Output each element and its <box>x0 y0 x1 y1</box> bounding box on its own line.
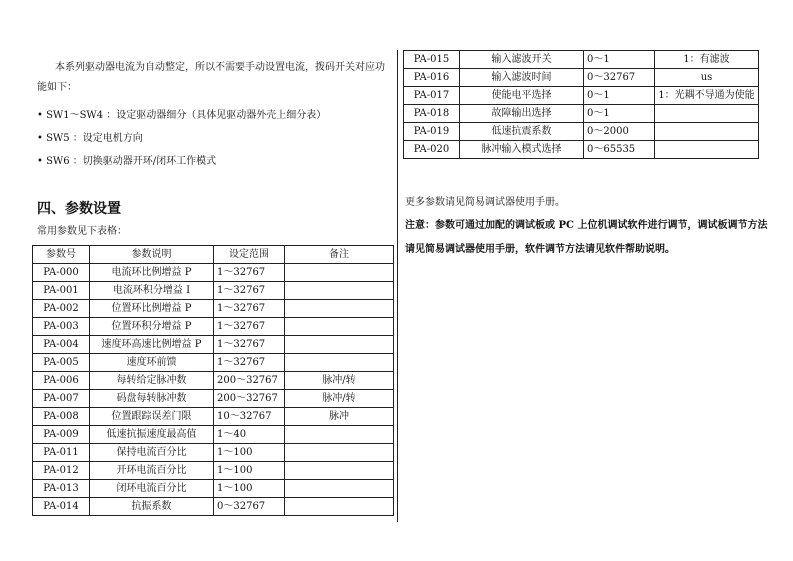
range-cell: 0～1 <box>584 105 655 123</box>
description-cell: 开环电流百分比 <box>90 462 214 480</box>
remark-cell <box>285 444 394 462</box>
column-divider <box>397 50 398 522</box>
description-cell: 速度环高速比例增益 P <box>90 336 214 354</box>
parameter-table-continued <box>403 50 759 159</box>
remark-cell: 1：有滤波 <box>655 51 759 69</box>
remark-cell <box>655 141 759 159</box>
param-no-cell: PA-007 <box>33 390 90 408</box>
param-no-cell: PA-001 <box>33 282 90 300</box>
range-cell: 1～32767 <box>214 282 285 300</box>
table-row <box>33 390 394 408</box>
table-row <box>33 462 394 480</box>
table-row <box>33 336 394 354</box>
description-cell: 保持电流百分比 <box>90 444 214 462</box>
param-no-cell: PA-011 <box>33 444 90 462</box>
table-row <box>404 87 759 105</box>
range-cell: 1～32767 <box>214 264 285 282</box>
remark-cell: us <box>655 69 759 87</box>
section-heading: 四、参数设置 <box>37 201 121 217</box>
remark-cell <box>655 105 759 123</box>
intro-line-2: 能如下： <box>37 82 77 93</box>
table-row <box>33 498 394 516</box>
parameter-table <box>32 245 394 516</box>
range-cell: 0～1 <box>584 87 655 105</box>
range-cell: 1～32767 <box>214 354 285 372</box>
param-no-cell: PA-000 <box>33 264 90 282</box>
range-cell: 1～32767 <box>214 336 285 354</box>
note-more-params: 更多参数请见简易调试器使用手册。 <box>405 197 565 208</box>
table-row <box>33 480 394 498</box>
param-no-cell: PA-009 <box>33 426 90 444</box>
remark-cell <box>285 462 394 480</box>
description-cell: 位置环比例增益 P <box>90 300 214 318</box>
note-warning-line-2: 请见简易调试器使用手册，软件调节方法请见软件帮助说明。 <box>405 244 675 255</box>
table-row <box>33 426 394 444</box>
param-no-cell: PA-006 <box>33 372 90 390</box>
range-cell: 0～2000 <box>584 123 655 141</box>
bullet-sw1-sw4: • SW1～SW4 ：设定驱动器细分（具体见驱动器外壳上细分表） <box>37 110 327 121</box>
remark-cell <box>285 354 394 372</box>
range-cell: 0～65535 <box>584 141 655 159</box>
table-row <box>404 123 759 141</box>
remark-cell <box>655 123 759 141</box>
header-param-no: 参数号 <box>33 246 90 264</box>
intro-line-1: 本系列驱动器电流为自动整定，所以不需要手动设置电流，拨码开关对应功 <box>55 62 385 73</box>
description-cell: 位置跟踪误差门限 <box>90 408 214 426</box>
description-cell: 速度环前馈 <box>90 354 214 372</box>
range-cell: 1～100 <box>214 480 285 498</box>
remark-cell <box>285 498 394 516</box>
table-row <box>33 264 394 282</box>
table-row <box>33 300 394 318</box>
range-cell: 0～1 <box>584 51 655 69</box>
table-header-row <box>33 246 394 264</box>
param-no-cell: PA-003 <box>33 318 90 336</box>
range-cell: 0～32767 <box>584 69 655 87</box>
table-row <box>33 372 394 390</box>
description-cell: 故障输出选择 <box>460 105 584 123</box>
description-cell: 电流环积分增益 I <box>90 282 214 300</box>
description-cell: 使能电平选择 <box>460 87 584 105</box>
remark-cell <box>285 264 394 282</box>
table-row <box>33 408 394 426</box>
note-warning-line-1: 注意：参数可通过加配的调试板或 PC 上位机调试软件进行调节，调试板调节方法 <box>405 220 768 231</box>
param-no-cell: PA-014 <box>33 498 90 516</box>
header-description: 参数说明 <box>90 246 214 264</box>
param-no-cell: PA-017 <box>404 87 460 105</box>
table-row <box>33 354 394 372</box>
table-row <box>33 444 394 462</box>
range-cell: 0～32767 <box>214 498 285 516</box>
remark-cell <box>285 480 394 498</box>
param-no-cell: PA-015 <box>404 51 460 69</box>
range-cell: 1～40 <box>214 426 285 444</box>
description-cell: 输入滤波时间 <box>460 69 584 87</box>
section-subline: 常用参数见下表格： <box>37 226 127 237</box>
param-no-cell: PA-016 <box>404 69 460 87</box>
table-row <box>404 141 759 159</box>
table-row <box>33 318 394 336</box>
param-no-cell: PA-018 <box>404 105 460 123</box>
bullet-sw5: • SW5 ：设定电机方向 <box>37 133 143 144</box>
param-no-cell: PA-004 <box>33 336 90 354</box>
description-cell: 位置环积分增益 P <box>90 318 214 336</box>
range-cell: 1～100 <box>214 462 285 480</box>
param-no-cell: PA-020 <box>404 141 460 159</box>
remark-cell: 1：光耦不导通为使能 <box>655 87 759 105</box>
range-cell: 1～32767 <box>214 300 285 318</box>
description-cell: 抗振系数 <box>90 498 214 516</box>
range-cell: 1～100 <box>214 444 285 462</box>
table-row <box>404 105 759 123</box>
description-cell: 每转给定脉冲数 <box>90 372 214 390</box>
table-row <box>33 282 394 300</box>
remark-cell: 脉冲/转 <box>285 372 394 390</box>
range-cell: 10～32767 <box>214 408 285 426</box>
range-cell: 1～32767 <box>214 318 285 336</box>
remark-cell <box>285 426 394 444</box>
description-cell: 低速抗振速度最高值 <box>90 426 214 444</box>
table-row <box>404 69 759 87</box>
remark-cell: 脉冲/转 <box>285 390 394 408</box>
description-cell: 码盘每转脉冲数 <box>90 390 214 408</box>
header-remark: 备注 <box>285 246 394 264</box>
description-cell: 低速抗震系数 <box>460 123 584 141</box>
range-cell: 200～32767 <box>214 390 285 408</box>
description-cell: 输入滤波开关 <box>460 51 584 69</box>
param-no-cell: PA-008 <box>33 408 90 426</box>
description-cell: 闭环电流百分比 <box>90 480 214 498</box>
remark-cell <box>285 300 394 318</box>
bullet-sw6: • SW6 ：切换驱动器开环/闭环工作模式 <box>37 156 217 167</box>
param-no-cell: PA-012 <box>33 462 90 480</box>
remark-cell <box>285 336 394 354</box>
range-cell: 200～32767 <box>214 372 285 390</box>
remark-cell <box>285 318 394 336</box>
param-no-cell: PA-013 <box>33 480 90 498</box>
param-no-cell: PA-005 <box>33 354 90 372</box>
param-no-cell: PA-019 <box>404 123 460 141</box>
description-cell: 电流环比例增益 P <box>90 264 214 282</box>
remark-cell: 脉冲 <box>285 408 394 426</box>
param-no-cell: PA-002 <box>33 300 90 318</box>
remark-cell <box>285 282 394 300</box>
description-cell: 脉冲输入模式选择 <box>460 141 584 159</box>
table-row <box>404 51 759 69</box>
header-range: 设定范围 <box>214 246 285 264</box>
